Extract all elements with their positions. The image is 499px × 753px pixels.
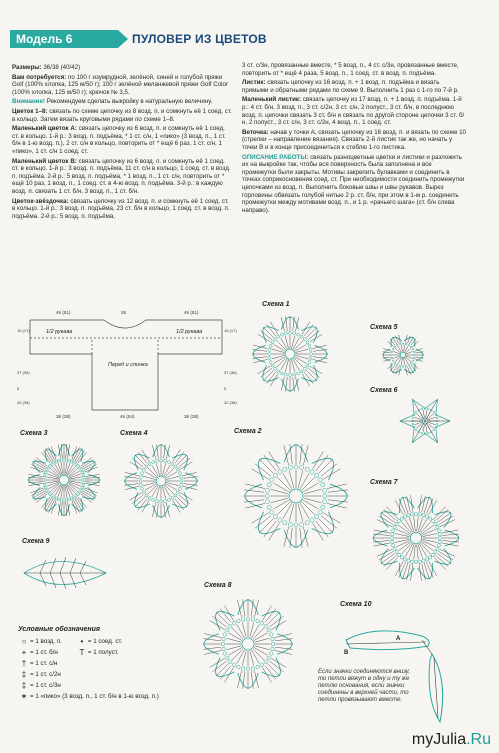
body-label: Перед и спинка (108, 362, 148, 368)
schema-7-label: Схема 7 (370, 479, 398, 486)
sizes-label: Размеры: (12, 64, 42, 71)
dim-bottom-3: 36 (38) (184, 414, 199, 419)
leaf-label: Листик: (242, 79, 266, 87)
sewing-pattern (16, 304, 240, 422)
page-header (10, 30, 280, 48)
star-flower-label: Цветок-звёздочка: (12, 197, 69, 205)
star-continued-text: 3 ст. с/3н, провязанные вместе, * 5 возд. п., 4 ст. с/3н, провязанные вместе, повторить от * ещё 4 раза, 5 возд. п., 1 соед. ст. в возд. п. подъёма. (242, 62, 459, 77)
schema-3-diagram (22, 438, 106, 522)
dim-top-2: 26 (121, 310, 127, 315)
small-leaf-text: связать цепочку из 17 возд. п. + 1 возд. п. подъёма. 1-й р.: 4 ст. б/н, 3 возд. п., 3 ст. с/2н, 3 ст. с/н, 2 полуст., 3 ст. б/н, в последнюю возд. п. цепочки связать 3 ст. б/н и связать по другой стороне цепочки 3 ст. б/н, 2 полуст., 3 ст. с/н, 3 ст. с/2н, 4 возд. п., 1 соед. ст. (242, 96, 465, 127)
attention-text: Рекомендуем сделать выкройку в натуральную величину. (45, 98, 213, 106)
materials-text: по 100 г изумрудной, зелёной, синей и голубой пряжи Golf (100% хлопка, 125 м/50 г); 100 г зелёной меланжевой пряжи Golf Color (100% хлопка, 125 м/50 г); крючок № 3,5. (12, 73, 229, 96)
schema-6-label: Схема 6 (370, 387, 398, 394)
instructions-left-column (12, 64, 232, 222)
double-treble-crochet-icon: ‡ (21, 681, 27, 690)
point-b-label: B (344, 650, 349, 656)
point-a-label: A (396, 636, 401, 642)
legend-item-text: = 1 полуст. (87, 649, 119, 656)
leaf-text: связать цепочку из 16 возд. п. + 1 возд. п. подъёма и вязать прямыми и обратными рядами по схеме 9. Выполнить 1 раз с 1-го по 7-й р. (242, 79, 459, 94)
legend-title: Условные обозначения (18, 626, 101, 633)
small-flower-b-label: Маленький цветок B: (12, 157, 77, 165)
brand-main: myJulia (411, 731, 467, 748)
small-flower-b-text: связать цепочку из 6 возд. п. и сомкнуть её 1 соед. ст. в кольцо. 1-й р.: 3 возд. п. подъёма, 11 ст. с/н в кольцо, 1 соед. ст. в возд. п. подъёма. 2-й р.: 5 возд. п. подъёма, * 1 возд. п., 1 ст. с/н, повторить от * ещё 10 раз, 1 возд. п., 1 соед. ст. в 4-ю возд. п. подъёма. 3-й р.: в каждую возд. п. связать 1 ст. б/н, 3 возд. п., 1 ст. б/н. (12, 157, 231, 195)
flower-1-8-label: Цветок 1–8: (12, 107, 48, 115)
single-crochet-icon: + (21, 648, 27, 657)
legend-item (18, 691, 218, 702)
chain-stitch-icon: ○ (21, 637, 27, 646)
double-crochet-icon: † (21, 659, 27, 668)
legend-item-text: = 1 ст. б/н (30, 649, 58, 656)
schema-9-label: Схема 9 (22, 538, 50, 545)
brand-watermark[interactable] (412, 731, 491, 749)
dim-top-1: 46 (51) (56, 310, 71, 315)
small-leaf-label: Маленький листик: (242, 96, 302, 104)
dim-left-3: 5 (17, 386, 20, 391)
schema-2-label: Схема 2 (234, 428, 262, 435)
schema-6-diagram (398, 394, 452, 448)
dim-right-3: 5 (224, 386, 227, 391)
legend-item (76, 636, 122, 647)
treble-crochet-icon: ‡ (21, 670, 27, 679)
sleeve-left-label: 1/2 рукава (46, 329, 73, 335)
dim-bottom-1: 36 (38) (56, 414, 71, 419)
legend-item-text: = 1 «пико» (3 возд. п., 1 ст. б/н в 1-ю возд. п.) (30, 693, 159, 700)
schema-4-label: Схема 4 (120, 430, 148, 437)
materials-label: Вам потребуется: (12, 73, 67, 81)
brand-tld: .Ru (466, 731, 491, 748)
dim-right-4: 32 (38) (224, 400, 237, 405)
schema-1-label: Схема 1 (262, 301, 290, 308)
sizes-text: 36/38 (40/42) (41, 64, 81, 71)
legend-item (18, 647, 62, 658)
dim-right-2: 37 (36) (224, 370, 237, 375)
slip-stitch-icon: • (80, 637, 84, 646)
dim-left-1: 15 (17) (17, 328, 30, 333)
star-flower-text: связать цепочку из 12 возд. п. и сомкнуть её 1 соед. ст. в кольцо. 1-й р.: 3 возд. п. подъёма, 23 ст. б/н в кольцо, 1 соед. ст. в возд. п. подъёма. 2-й р.: 5 возд. п. подъёма, (12, 197, 230, 220)
legend-item (18, 669, 62, 680)
dim-bottom-2: 46 (54) (120, 414, 135, 419)
stitch-joining-note: Если значки соединяются внизу, то петли вяжут в одну и ту же петлю основания, если значки соединены в верхней части, то петли провязывают вместе. (318, 669, 411, 703)
schema-9-leaf-diagram (20, 548, 110, 598)
small-flower-a-label: Маленький цветок А: (12, 125, 77, 133)
picot-icon: ✶ (20, 692, 28, 701)
schema-1-diagram (246, 310, 334, 398)
instructions-right-column (242, 62, 466, 216)
schema-4-diagram (118, 438, 204, 524)
dim-left-2: 37 (36) (17, 370, 30, 375)
legend-item-text: = 1 ст. с/2н (30, 671, 61, 678)
attention-label: Внимание! (12, 98, 45, 106)
schema-2-diagram (236, 436, 356, 556)
schema-5-diagram (378, 330, 428, 380)
page-title: ПУЛОВЕР ИЗ ЦВЕТОВ (132, 32, 267, 46)
dim-left-4: 32 (38) (17, 400, 30, 405)
legend-item (18, 636, 62, 647)
twig-text: начав у точки А, связать цепочку из 16 возд. п. и вязать по схеме 10 (стрелки – направление вязания). Связать 2-й листик так же, но начать у точки В и в конце присоединиться к стеблю 1-го листика. (242, 128, 466, 151)
sleeve-right-label: 1/2 рукава (176, 329, 203, 335)
schema-8-label: Схема 8 (204, 582, 232, 589)
legend-item-text: = 1 возд. п. (30, 638, 62, 645)
legend-item (18, 680, 62, 691)
legend (18, 626, 218, 702)
schema-5-label: Схема 5 (370, 324, 398, 331)
model-badge: Модель 6 (10, 30, 118, 48)
legend-item-text: = 1 ст. с/н (30, 660, 58, 667)
dim-right-1: 15 (17) (224, 328, 237, 333)
work-description-label: ОПИСАНИЕ РАБОТЫ: (242, 153, 309, 161)
work-description-text: связать разноцветные цветки и листики и разложить их на выкройке так, чтобы вся поверхность была заполнена и все промежутки были закрыты. Мотивы закрепить булавками и соединить в точках соприкосновения соед. ст. При необходимости соединить промежутки цепочками из возд. п. Выполнить боковые швы и швы рукавов. Вырез горловины обвязать голубой нитью 2 р. ст. б/н, при этом в 1-м р. соединить промежутки между мотивами возд. п., и 1 р. «рачьего шага» (ст. б/н слева направо). (242, 153, 465, 214)
dim-top-3: 46 (51) (184, 310, 199, 315)
schema-7-diagram (366, 488, 466, 588)
twig-label: Веточка: (242, 128, 269, 136)
legend-item (76, 647, 122, 658)
half-double-crochet-icon: Т (79, 648, 85, 657)
small-flower-a-text: связать цепочку из 6 возд. п. и сомкнуть её 1 соед. ст. в кольцо. 1-й р.: 3 возд. п. подъёма, * 1 ст. с/н, 1 «пико» (3 возд. п., 1 ст. б/н в 1-ю возд. п.), 2 ст. с/н в кольцо, повторить от * ещё 6 раз, 1 ст. с/н, 1 «пико», 1 ст. с/н 1 соед. ст. (12, 125, 226, 155)
legend-item (18, 658, 62, 669)
flower-1-8-text: связать по схеме цепочку из 8 возд. п. и сомкнуть её 1 соед. ст. в кольцо. Затем вязать круговыми рядами по схеме 1–8. (12, 107, 232, 123)
schema-3-label: Схема 3 (20, 430, 48, 437)
schema-10-label: Схема 10 (340, 601, 372, 608)
legend-item-text: = 1 соед. ст. (87, 638, 123, 645)
legend-item-text: = 1 ст. с/3н (30, 682, 61, 689)
